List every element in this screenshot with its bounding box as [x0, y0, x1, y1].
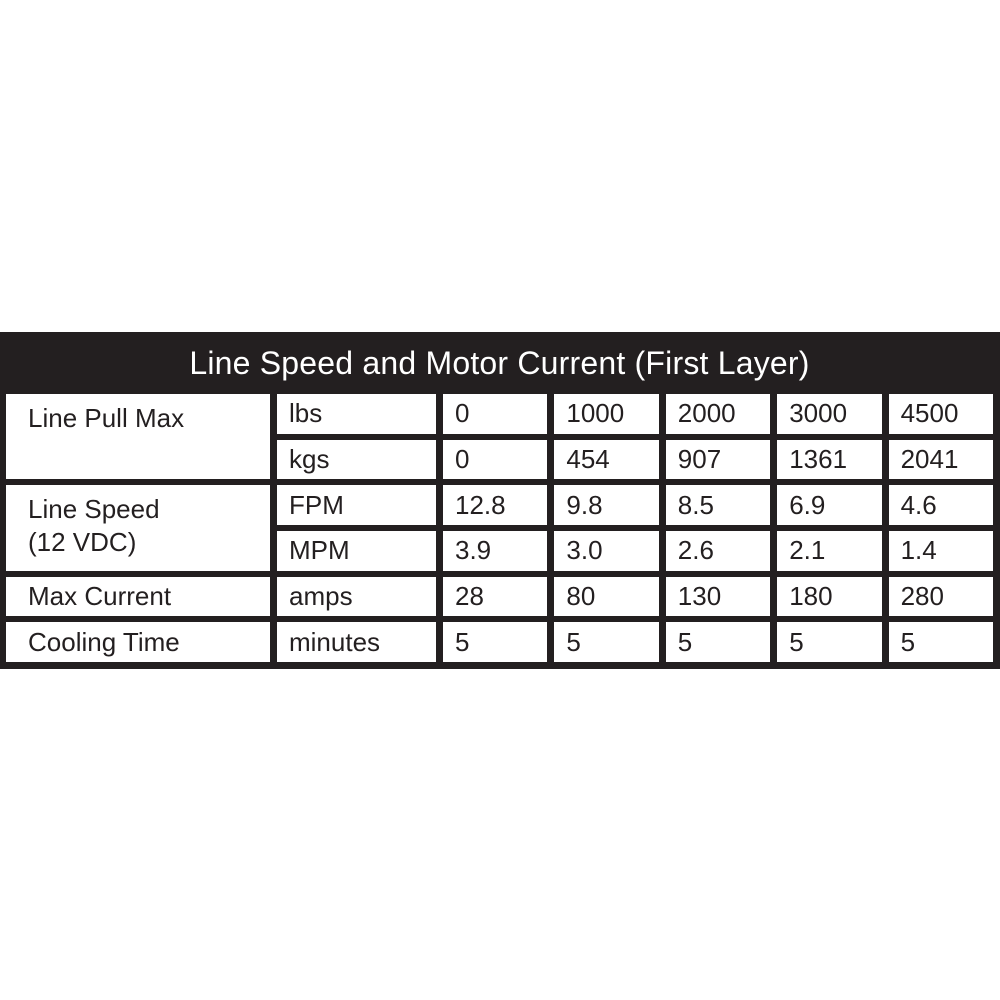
value-cell: 454: [554, 440, 658, 480]
value-cell: 2041: [889, 440, 993, 480]
value-cell: 130: [666, 577, 770, 617]
value-cell: 6.9: [777, 485, 881, 525]
unit-cell-kgs: kgs: [277, 440, 436, 480]
value-cell: 3.9: [443, 531, 547, 571]
value-cell: 180: [777, 577, 881, 617]
value-cell: 280: [889, 577, 993, 617]
row-label-subtext: (12 VDC): [28, 527, 137, 558]
value-cell: 12.8: [443, 485, 547, 525]
row-label-text: Line Speed: [28, 494, 160, 525]
row-label-max-current: Max Current: [6, 577, 270, 617]
value-cell: 4500: [889, 394, 993, 434]
unit-cell-amps: amps: [277, 577, 436, 617]
row-label-cooling-time: Cooling Time: [6, 622, 270, 662]
value-cell: 1.4: [889, 531, 993, 571]
unit-cell-minutes: minutes: [277, 622, 436, 662]
value-cell: 4.6: [889, 485, 993, 525]
value-cell: 907: [666, 440, 770, 480]
value-cell: 3000: [777, 394, 881, 434]
value-cell: 5: [666, 622, 770, 662]
value-cell: 1361: [777, 440, 881, 480]
value-cell: 5: [554, 622, 658, 662]
spec-table: [0, 332, 1000, 669]
value-cell: 0: [443, 440, 547, 480]
unit-cell-lbs: lbs: [277, 394, 436, 434]
value-cell: 2000: [666, 394, 770, 434]
value-cell: 8.5: [666, 485, 770, 525]
unit-cell-mpm: MPM: [277, 531, 436, 571]
value-cell: 3.0: [554, 531, 658, 571]
value-cell: 0: [443, 394, 547, 434]
row-label-line-pull-max: [6, 394, 270, 479]
value-cell: 5: [889, 622, 993, 662]
value-cell: 28: [443, 577, 547, 617]
value-cell: 2.6: [666, 531, 770, 571]
unit-cell-fpm: FPM: [277, 485, 436, 525]
value-cell: 2.1: [777, 531, 881, 571]
value-cell: 80: [554, 577, 658, 617]
value-cell: 1000: [554, 394, 658, 434]
value-cell: 5: [443, 622, 547, 662]
value-cell: 9.8: [554, 485, 658, 525]
value-cell: 5: [777, 622, 881, 662]
row-label-text: Line Pull Max: [28, 403, 185, 433]
table-title: Line Speed and Motor Current (First Layer): [6, 338, 993, 388]
row-label-line-speed: [6, 485, 270, 570]
